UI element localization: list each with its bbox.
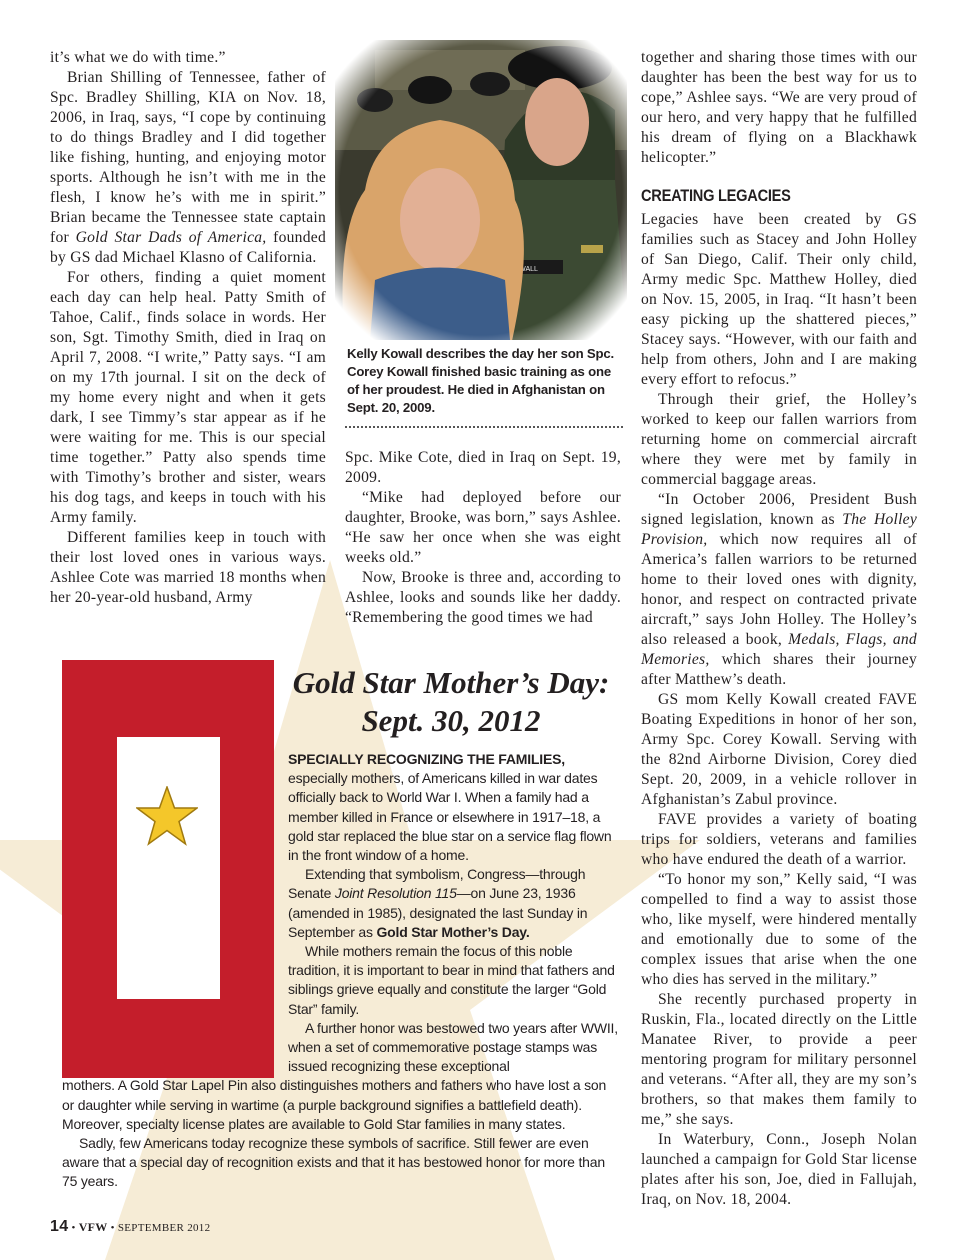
sidebar-paragraph-4a: A further honor was bestowed two years after WWII, when a set of commemorative postage stamps was issued recognizing these exceptional (288, 1019, 618, 1075)
left-paragraph-3: For others, finding a quiet moment each day can help heal. Patty Smith of Tahoe, Calif., finds solace in words. Her son, Sgt. Timothy Smith, died in Iraq on April 7, 2008. “I write,” Patty says. “I am on my 17th journal. I sit on the deck of my home every night and when it gets dark, I see Timmy’s star appear as if he were waiting for me. This is our special time together.” Patty also spends time with Timothy’s brother and sister, wears his dog tags, and keeps in touch with his Army family. (50, 269, 326, 526)
right-paragraph-3: Through their grief, the Holley’s worked to keep our fallen warriors from returning home on commercial aircraft where they were met by family in commercial baggage areas. (641, 391, 917, 488)
sidebar-paragraph-3: While mothers remain the focus of this noble tradition, it is important to bear in mind that fathers and siblings grieve equally and constitute the larger “Gold Star” family. (288, 943, 615, 1017)
footer-separator-1: • (71, 1222, 76, 1234)
right-paragraph-7: “To honor my son,” Kelly said, “I was compelled to find a way to assist those who, like myself, were hindered mentally and emotionally due to some of the complex issues that arise when the one who dies has served in the military.” (641, 871, 917, 988)
left-paragraph-1: it’s what we do with time.” (50, 49, 226, 66)
middle-paragraph-1: Spc. Mike Cote, died in Iraq on Sept. 19, 2009. (345, 449, 621, 486)
sidebar-title-line-2: Sept. 30, 2012 (361, 703, 541, 738)
middle-paragraph-2: “Mike had deployed before our daughter, Brooke, was born,” says Ashlee. “He saw her once when she was eight weeks old.” (345, 489, 621, 566)
sidebar-title-line-1: Gold Star Mother’s Day: (292, 665, 610, 700)
footer-separator-2: • (110, 1222, 115, 1234)
page-footer (50, 1218, 210, 1236)
right-paragraph-6: FAVE provides a variety of boating trips for soldiers, veterans and families who have endured the death of a warrior. (641, 811, 917, 868)
page-number: 14 (50, 1218, 69, 1235)
right-paragraph-4: “In October 2006, President Bush signed legislation, known as The Holley Provision, which now requires all of America’s fallen warriors to be returned home to their loved ones with dignity, honor, and respect on contracted private aircraft,” says John Holley. The Holley’s also released a book, Medals, Flags, and Memories, which shares their journey after Matthew’s death. (641, 491, 918, 688)
issue-date: SEPTEMBER 2012 (117, 1222, 211, 1234)
left-paragraph-4: Different families keep in touch with their lost loved ones in various ways. Ashlee Cote was married 18 months when her 20-year-old husband, Army (50, 529, 326, 606)
section-heading: CREATING LEGACIES (641, 186, 791, 205)
sidebar-body (62, 750, 618, 1192)
right-paragraph-2: Legacies have been created by GS families such as Stacey and John Holley of San Diego, Calif. Their only child, Army medic Spc. Matthew Holley, died on Nov. 15, 2005, in Iraq. “It hasn’t been easy picking up the shattered pieces,” Stacey says. “However, with our faith and help from others, John and I are making every effort to refocus.” (641, 211, 917, 388)
photo-caption: Kelly Kowall describes the day her son Spc. Corey Kowall finished basic training as one of her proudest. He died in Afghanistan on Sept. 20, 2009. (347, 346, 614, 415)
photo-kowall (335, 40, 627, 340)
sidebar-paragraph-4b: mothers. A Gold Star Lapel Pin also distinguishes mothers and fathers who have lost a son or daughter while serving in wartime (a purple background signifies a battlefield death). Moreover, specialty license plates are available to Gold Star families in many states. (62, 1077, 607, 1132)
right-paragraph-8: She recently purchased property in Ruskin, Fla., located directly on the Little Manatee River, to provide a peer mentoring program for military personnel and veterans. “After all, they are my son’s brothers, so that makes them family to me,” she says. (641, 991, 917, 1128)
right-paragraph-5: GS mom Kelly Kowall created FAVE Boating Expeditions in honor of her son, Army Spc. Corey Kowall. Serving with the 82nd Airborne Division, Corey died Sept. 20, 2009, in a vehicle rollover in Afghanistan’s Zabul province. (641, 691, 917, 808)
left-column (50, 48, 326, 608)
right-paragraph-9: In Waterbury, Conn., Joseph Nolan launched a campaign for Gold Star license plates after his son, Joe, died in Fallujah, Iraq, on Nov. 18, 2004. (641, 1131, 917, 1208)
middle-column (345, 448, 621, 628)
caption-divider (345, 426, 623, 428)
right-column (641, 48, 917, 1210)
sidebar-paragraph-1: SPECIALLY RECOGNIZING THE FAMILIES, especially mothers, of Americans killed in war dates officially back to World War I. When a family had a member killed in France or elsewhere in 1917–18, a gold star replaced the blue star on a service flag flown in the front window of a home. (288, 751, 612, 864)
sidebar-title (290, 664, 612, 740)
left-paragraph-2: Brian Shilling of Tennessee, father of Spc. Bradley Shilling, KIA on Nov. 18, 2006, in Iraq, says, “I cope by continuing to do things Bradley and I did together like fishing, hunting, and enjoying motor sports. Although he isn’t with me in the flesh, I know he’s with me in spirit.” Brian became the Tennessee state captain for Gold Star Dads of America, founded by GS dad Michael Klasno of California. (50, 69, 326, 266)
magazine-name: VFW (78, 1220, 108, 1234)
sidebar-paragraph-2: Extending that symbolism, Congress—through Senate Joint Resolution 115—on June 23, 1936 (amended in 1985), designated the last Sunday in September as Gold Star Mother’s Day. (288, 866, 588, 940)
middle-paragraph-3: Now, Brooke is three and, according to Ashlee, looks and sounds like her daddy. “Remembering the good times we had (345, 569, 621, 626)
right-paragraph-1: together and sharing those times with our daughter has been the best way for us to cope,” Ashlee says. “We are very proud of our hero, and very happy that he fulfilled his dream of flying on a Blackhawk helicopter.” (641, 49, 917, 166)
sidebar-paragraph-5: Sadly, few Americans today recognize these symbols of sacrifice. Still fewer are even aware that a special day of recognition exists and that it has bestowed honor for more than 75 years. (62, 1135, 605, 1190)
